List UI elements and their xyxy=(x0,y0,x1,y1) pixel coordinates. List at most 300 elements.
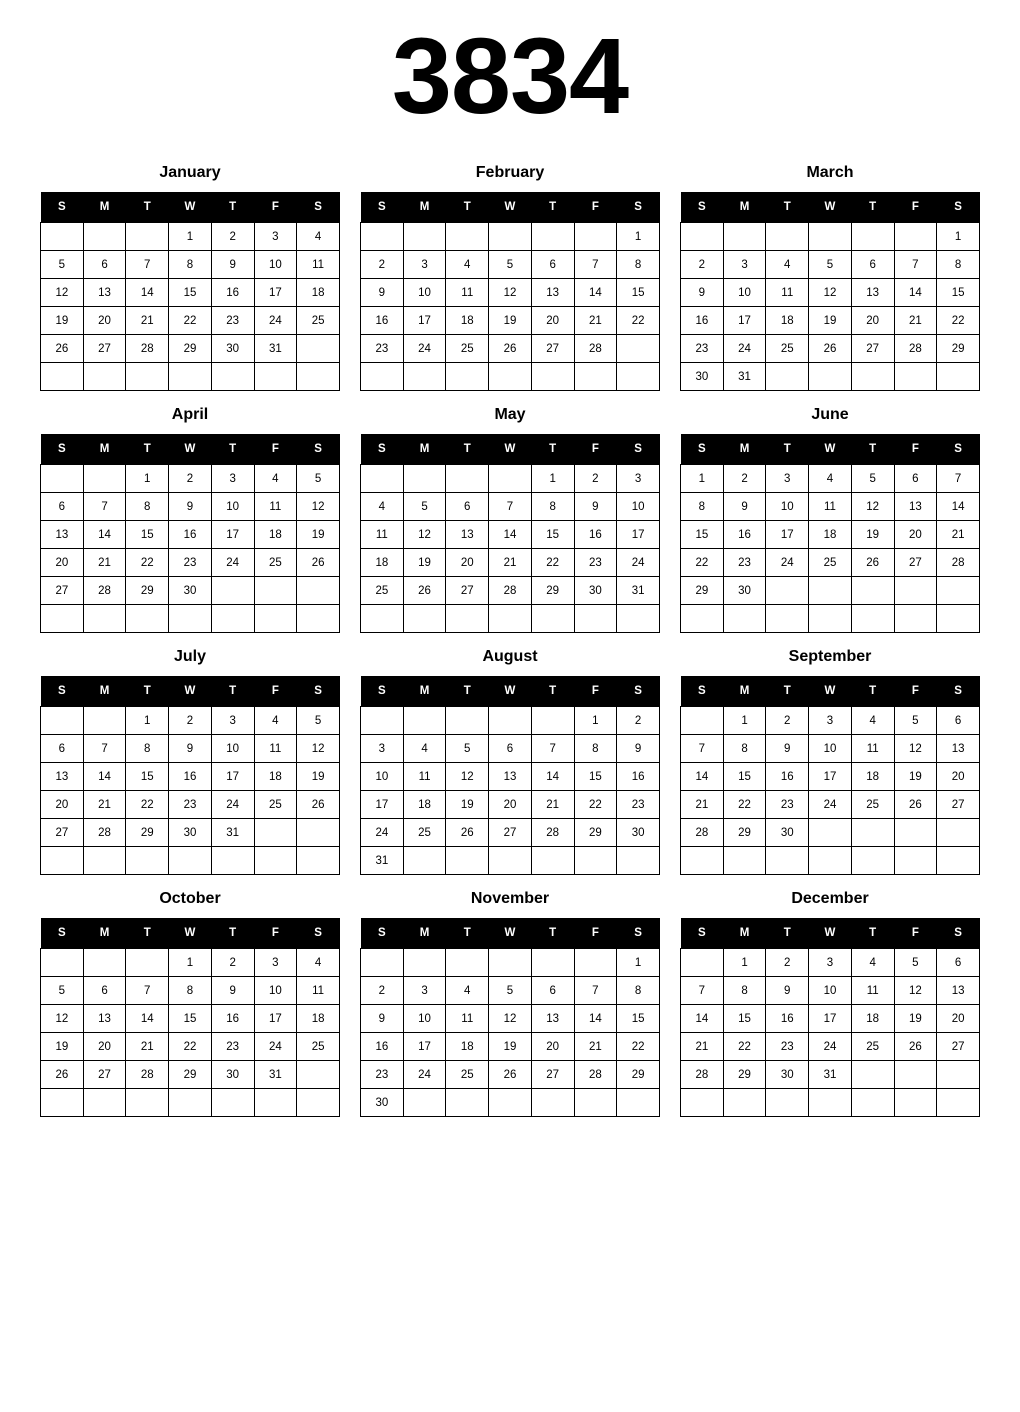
day-cell[interactable]: 12 xyxy=(489,279,532,307)
day-cell[interactable]: 27 xyxy=(83,1061,126,1089)
day-cell[interactable]: 27 xyxy=(937,791,980,819)
day-cell[interactable]: 2 xyxy=(574,465,617,493)
day-cell[interactable]: 15 xyxy=(169,279,212,307)
day-cell[interactable]: 23 xyxy=(766,1033,809,1061)
day-cell[interactable]: 17 xyxy=(211,521,254,549)
day-cell[interactable]: 1 xyxy=(169,223,212,251)
day-cell[interactable]: 15 xyxy=(574,763,617,791)
day-cell[interactable]: 4 xyxy=(446,977,489,1005)
day-cell[interactable]: 1 xyxy=(531,465,574,493)
day-cell[interactable]: 19 xyxy=(489,1033,532,1061)
day-cell[interactable]: 9 xyxy=(681,279,724,307)
day-cell[interactable]: 3 xyxy=(403,251,446,279)
day-cell[interactable]: 20 xyxy=(531,1033,574,1061)
day-cell[interactable]: 17 xyxy=(254,279,297,307)
day-cell[interactable]: 9 xyxy=(617,735,660,763)
day-cell[interactable]: 24 xyxy=(809,1033,852,1061)
day-cell[interactable]: 19 xyxy=(851,521,894,549)
day-cell[interactable]: 1 xyxy=(681,465,724,493)
day-cell[interactable]: 28 xyxy=(83,577,126,605)
day-cell[interactable]: 2 xyxy=(766,949,809,977)
day-cell[interactable]: 14 xyxy=(574,1005,617,1033)
day-cell[interactable]: 28 xyxy=(126,1061,169,1089)
day-cell[interactable]: 13 xyxy=(489,763,532,791)
day-cell[interactable]: 25 xyxy=(297,1033,340,1061)
day-cell[interactable]: 1 xyxy=(617,223,660,251)
day-cell[interactable]: 11 xyxy=(403,763,446,791)
day-cell[interactable]: 24 xyxy=(809,791,852,819)
day-cell[interactable]: 21 xyxy=(574,1033,617,1061)
day-cell[interactable]: 8 xyxy=(169,977,212,1005)
day-cell[interactable]: 2 xyxy=(169,707,212,735)
day-cell[interactable]: 4 xyxy=(766,251,809,279)
day-cell[interactable]: 2 xyxy=(361,977,404,1005)
day-cell[interactable]: 19 xyxy=(894,1005,937,1033)
day-cell[interactable]: 17 xyxy=(617,521,660,549)
day-cell[interactable]: 25 xyxy=(297,307,340,335)
day-cell[interactable]: 22 xyxy=(617,1033,660,1061)
day-cell[interactable]: 27 xyxy=(83,335,126,363)
day-cell[interactable]: 28 xyxy=(574,335,617,363)
day-cell[interactable]: 20 xyxy=(41,791,84,819)
day-cell[interactable]: 30 xyxy=(766,819,809,847)
day-cell[interactable]: 11 xyxy=(446,279,489,307)
day-cell[interactable]: 15 xyxy=(937,279,980,307)
day-cell[interactable]: 15 xyxy=(169,1005,212,1033)
day-cell[interactable]: 5 xyxy=(297,707,340,735)
day-cell[interactable]: 11 xyxy=(851,735,894,763)
day-cell[interactable]: 22 xyxy=(723,1033,766,1061)
day-cell[interactable]: 13 xyxy=(83,279,126,307)
day-cell[interactable]: 7 xyxy=(574,251,617,279)
day-cell[interactable]: 4 xyxy=(297,223,340,251)
day-cell[interactable]: 25 xyxy=(809,549,852,577)
day-cell[interactable]: 26 xyxy=(41,1061,84,1089)
day-cell[interactable]: 28 xyxy=(574,1061,617,1089)
day-cell[interactable]: 3 xyxy=(254,949,297,977)
day-cell[interactable]: 14 xyxy=(574,279,617,307)
day-cell[interactable]: 10 xyxy=(211,735,254,763)
day-cell[interactable]: 17 xyxy=(809,1005,852,1033)
day-cell[interactable]: 27 xyxy=(531,1061,574,1089)
day-cell[interactable]: 18 xyxy=(809,521,852,549)
day-cell[interactable]: 29 xyxy=(937,335,980,363)
day-cell[interactable]: 21 xyxy=(574,307,617,335)
day-cell[interactable]: 23 xyxy=(766,791,809,819)
day-cell[interactable]: 10 xyxy=(254,251,297,279)
day-cell[interactable]: 11 xyxy=(254,493,297,521)
day-cell[interactable]: 2 xyxy=(361,251,404,279)
day-cell[interactable]: 14 xyxy=(126,1005,169,1033)
day-cell[interactable]: 22 xyxy=(617,307,660,335)
day-cell[interactable]: 8 xyxy=(617,251,660,279)
day-cell[interactable]: 6 xyxy=(937,707,980,735)
day-cell[interactable]: 29 xyxy=(574,819,617,847)
day-cell[interactable]: 28 xyxy=(126,335,169,363)
day-cell[interactable]: 14 xyxy=(894,279,937,307)
day-cell[interactable]: 30 xyxy=(574,577,617,605)
day-cell[interactable]: 4 xyxy=(254,707,297,735)
day-cell[interactable]: 12 xyxy=(41,1005,84,1033)
day-cell[interactable]: 17 xyxy=(361,791,404,819)
day-cell[interactable]: 27 xyxy=(894,549,937,577)
day-cell[interactable]: 5 xyxy=(446,735,489,763)
day-cell[interactable]: 27 xyxy=(937,1033,980,1061)
day-cell[interactable]: 11 xyxy=(297,977,340,1005)
day-cell[interactable]: 4 xyxy=(851,949,894,977)
day-cell[interactable]: 20 xyxy=(894,521,937,549)
day-cell[interactable]: 5 xyxy=(297,465,340,493)
day-cell[interactable]: 3 xyxy=(254,223,297,251)
day-cell[interactable]: 13 xyxy=(83,1005,126,1033)
day-cell[interactable]: 30 xyxy=(361,1089,404,1117)
day-cell[interactable]: 9 xyxy=(169,735,212,763)
day-cell[interactable]: 9 xyxy=(766,977,809,1005)
day-cell[interactable]: 12 xyxy=(297,493,340,521)
day-cell[interactable]: 25 xyxy=(254,791,297,819)
day-cell[interactable]: 18 xyxy=(851,763,894,791)
day-cell[interactable]: 18 xyxy=(297,1005,340,1033)
day-cell[interactable]: 9 xyxy=(169,493,212,521)
day-cell[interactable]: 9 xyxy=(361,279,404,307)
day-cell[interactable]: 22 xyxy=(681,549,724,577)
day-cell[interactable]: 19 xyxy=(297,521,340,549)
day-cell[interactable]: 1 xyxy=(574,707,617,735)
day-cell[interactable]: 10 xyxy=(809,735,852,763)
day-cell[interactable]: 1 xyxy=(723,707,766,735)
day-cell[interactable]: 26 xyxy=(851,549,894,577)
day-cell[interactable]: 6 xyxy=(851,251,894,279)
day-cell[interactable]: 20 xyxy=(937,763,980,791)
day-cell[interactable]: 11 xyxy=(766,279,809,307)
day-cell[interactable]: 23 xyxy=(211,307,254,335)
day-cell[interactable]: 7 xyxy=(894,251,937,279)
day-cell[interactable]: 16 xyxy=(211,279,254,307)
day-cell[interactable]: 27 xyxy=(531,335,574,363)
day-cell[interactable]: 18 xyxy=(446,307,489,335)
day-cell[interactable]: 7 xyxy=(83,493,126,521)
day-cell[interactable]: 15 xyxy=(723,1005,766,1033)
day-cell[interactable]: 4 xyxy=(254,465,297,493)
day-cell[interactable]: 29 xyxy=(723,819,766,847)
day-cell[interactable]: 16 xyxy=(681,307,724,335)
day-cell[interactable]: 12 xyxy=(489,1005,532,1033)
day-cell[interactable]: 13 xyxy=(446,521,489,549)
day-cell[interactable]: 28 xyxy=(681,1061,724,1089)
day-cell[interactable]: 5 xyxy=(894,707,937,735)
day-cell[interactable]: 19 xyxy=(489,307,532,335)
day-cell[interactable]: 4 xyxy=(297,949,340,977)
day-cell[interactable]: 7 xyxy=(681,977,724,1005)
day-cell[interactable]: 16 xyxy=(169,763,212,791)
day-cell[interactable]: 21 xyxy=(894,307,937,335)
day-cell[interactable]: 25 xyxy=(446,1061,489,1089)
day-cell[interactable]: 14 xyxy=(937,493,980,521)
day-cell[interactable]: 7 xyxy=(489,493,532,521)
day-cell[interactable]: 30 xyxy=(617,819,660,847)
day-cell[interactable]: 29 xyxy=(617,1061,660,1089)
day-cell[interactable]: 1 xyxy=(723,949,766,977)
day-cell[interactable]: 9 xyxy=(766,735,809,763)
day-cell[interactable]: 12 xyxy=(446,763,489,791)
day-cell[interactable]: 3 xyxy=(403,977,446,1005)
day-cell[interactable]: 9 xyxy=(211,977,254,1005)
day-cell[interactable]: 8 xyxy=(531,493,574,521)
day-cell[interactable]: 11 xyxy=(361,521,404,549)
day-cell[interactable]: 6 xyxy=(531,251,574,279)
day-cell[interactable]: 29 xyxy=(681,577,724,605)
day-cell[interactable]: 30 xyxy=(681,363,724,391)
day-cell[interactable]: 5 xyxy=(489,251,532,279)
day-cell[interactable]: 18 xyxy=(254,763,297,791)
day-cell[interactable]: 1 xyxy=(126,465,169,493)
day-cell[interactable]: 23 xyxy=(574,549,617,577)
day-cell[interactable]: 16 xyxy=(169,521,212,549)
day-cell[interactable]: 17 xyxy=(403,307,446,335)
day-cell[interactable]: 10 xyxy=(403,279,446,307)
day-cell[interactable]: 14 xyxy=(681,763,724,791)
day-cell[interactable]: 15 xyxy=(617,1005,660,1033)
day-cell[interactable]: 17 xyxy=(403,1033,446,1061)
day-cell[interactable]: 4 xyxy=(809,465,852,493)
day-cell[interactable]: 28 xyxy=(681,819,724,847)
day-cell[interactable]: 24 xyxy=(766,549,809,577)
day-cell[interactable]: 11 xyxy=(446,1005,489,1033)
day-cell[interactable]: 21 xyxy=(83,549,126,577)
day-cell[interactable]: 29 xyxy=(531,577,574,605)
day-cell[interactable]: 29 xyxy=(126,819,169,847)
day-cell[interactable]: 22 xyxy=(169,307,212,335)
day-cell[interactable]: 7 xyxy=(531,735,574,763)
day-cell[interactable]: 19 xyxy=(809,307,852,335)
day-cell[interactable]: 2 xyxy=(617,707,660,735)
day-cell[interactable]: 18 xyxy=(297,279,340,307)
day-cell[interactable]: 18 xyxy=(361,549,404,577)
day-cell[interactable]: 23 xyxy=(169,791,212,819)
day-cell[interactable]: 22 xyxy=(937,307,980,335)
day-cell[interactable]: 26 xyxy=(489,335,532,363)
day-cell[interactable]: 30 xyxy=(766,1061,809,1089)
day-cell[interactable]: 26 xyxy=(403,577,446,605)
day-cell[interactable]: 17 xyxy=(254,1005,297,1033)
day-cell[interactable]: 12 xyxy=(809,279,852,307)
day-cell[interactable]: 21 xyxy=(531,791,574,819)
day-cell[interactable]: 1 xyxy=(126,707,169,735)
day-cell[interactable]: 30 xyxy=(211,335,254,363)
day-cell[interactable]: 25 xyxy=(851,1033,894,1061)
day-cell[interactable]: 30 xyxy=(169,819,212,847)
day-cell[interactable]: 13 xyxy=(531,1005,574,1033)
day-cell[interactable]: 27 xyxy=(489,819,532,847)
day-cell[interactable]: 5 xyxy=(851,465,894,493)
day-cell[interactable]: 10 xyxy=(617,493,660,521)
day-cell[interactable]: 19 xyxy=(894,763,937,791)
day-cell[interactable]: 2 xyxy=(211,949,254,977)
day-cell[interactable]: 17 xyxy=(766,521,809,549)
day-cell[interactable]: 21 xyxy=(681,791,724,819)
day-cell[interactable]: 7 xyxy=(126,977,169,1005)
day-cell[interactable]: 31 xyxy=(809,1061,852,1089)
day-cell[interactable]: 24 xyxy=(617,549,660,577)
day-cell[interactable]: 13 xyxy=(531,279,574,307)
day-cell[interactable]: 21 xyxy=(489,549,532,577)
day-cell[interactable]: 3 xyxy=(361,735,404,763)
day-cell[interactable]: 1 xyxy=(937,223,980,251)
day-cell[interactable]: 26 xyxy=(809,335,852,363)
day-cell[interactable]: 5 xyxy=(489,977,532,1005)
day-cell[interactable]: 6 xyxy=(894,465,937,493)
day-cell[interactable]: 5 xyxy=(41,251,84,279)
day-cell[interactable]: 1 xyxy=(169,949,212,977)
day-cell[interactable]: 9 xyxy=(361,1005,404,1033)
day-cell[interactable]: 20 xyxy=(83,1033,126,1061)
day-cell[interactable]: 25 xyxy=(766,335,809,363)
day-cell[interactable]: 8 xyxy=(681,493,724,521)
day-cell[interactable]: 24 xyxy=(211,791,254,819)
day-cell[interactable]: 2 xyxy=(211,223,254,251)
day-cell[interactable]: 25 xyxy=(361,577,404,605)
day-cell[interactable]: 27 xyxy=(41,577,84,605)
day-cell[interactable]: 26 xyxy=(894,791,937,819)
day-cell[interactable]: 31 xyxy=(361,847,404,875)
day-cell[interactable]: 7 xyxy=(937,465,980,493)
day-cell[interactable]: 19 xyxy=(41,307,84,335)
day-cell[interactable]: 15 xyxy=(126,521,169,549)
day-cell[interactable]: 2 xyxy=(766,707,809,735)
day-cell[interactable]: 19 xyxy=(446,791,489,819)
day-cell[interactable]: 11 xyxy=(809,493,852,521)
day-cell[interactable]: 6 xyxy=(531,977,574,1005)
day-cell[interactable]: 12 xyxy=(403,521,446,549)
day-cell[interactable]: 21 xyxy=(937,521,980,549)
day-cell[interactable]: 5 xyxy=(403,493,446,521)
day-cell[interactable]: 16 xyxy=(574,521,617,549)
day-cell[interactable]: 3 xyxy=(723,251,766,279)
day-cell[interactable]: 6 xyxy=(41,493,84,521)
day-cell[interactable]: 9 xyxy=(574,493,617,521)
day-cell[interactable]: 10 xyxy=(254,977,297,1005)
day-cell[interactable]: 22 xyxy=(531,549,574,577)
day-cell[interactable]: 20 xyxy=(41,549,84,577)
day-cell[interactable]: 30 xyxy=(211,1061,254,1089)
day-cell[interactable]: 16 xyxy=(617,763,660,791)
day-cell[interactable]: 16 xyxy=(211,1005,254,1033)
day-cell[interactable]: 8 xyxy=(617,977,660,1005)
day-cell[interactable]: 28 xyxy=(937,549,980,577)
day-cell[interactable]: 24 xyxy=(403,1061,446,1089)
day-cell[interactable]: 19 xyxy=(403,549,446,577)
day-cell[interactable]: 8 xyxy=(169,251,212,279)
day-cell[interactable]: 13 xyxy=(937,735,980,763)
day-cell[interactable]: 13 xyxy=(894,493,937,521)
day-cell[interactable]: 5 xyxy=(894,949,937,977)
day-cell[interactable]: 5 xyxy=(41,977,84,1005)
day-cell[interactable]: 18 xyxy=(851,1005,894,1033)
day-cell[interactable]: 3 xyxy=(809,707,852,735)
day-cell[interactable]: 29 xyxy=(169,335,212,363)
day-cell[interactable]: 19 xyxy=(297,763,340,791)
day-cell[interactable]: 23 xyxy=(361,335,404,363)
day-cell[interactable]: 31 xyxy=(211,819,254,847)
day-cell[interactable]: 28 xyxy=(531,819,574,847)
day-cell[interactable]: 8 xyxy=(723,977,766,1005)
day-cell[interactable]: 21 xyxy=(681,1033,724,1061)
day-cell[interactable]: 31 xyxy=(723,363,766,391)
day-cell[interactable]: 12 xyxy=(41,279,84,307)
day-cell[interactable]: 26 xyxy=(894,1033,937,1061)
day-cell[interactable]: 31 xyxy=(617,577,660,605)
day-cell[interactable]: 6 xyxy=(446,493,489,521)
day-cell[interactable]: 26 xyxy=(297,549,340,577)
day-cell[interactable]: 17 xyxy=(211,763,254,791)
day-cell[interactable]: 20 xyxy=(446,549,489,577)
day-cell[interactable]: 18 xyxy=(446,1033,489,1061)
day-cell[interactable]: 2 xyxy=(723,465,766,493)
day-cell[interactable]: 8 xyxy=(126,735,169,763)
day-cell[interactable]: 20 xyxy=(531,307,574,335)
day-cell[interactable]: 25 xyxy=(254,549,297,577)
day-cell[interactable]: 15 xyxy=(531,521,574,549)
day-cell[interactable]: 4 xyxy=(403,735,446,763)
day-cell[interactable]: 22 xyxy=(574,791,617,819)
day-cell[interactable]: 6 xyxy=(937,949,980,977)
day-cell[interactable]: 12 xyxy=(894,735,937,763)
day-cell[interactable]: 29 xyxy=(723,1061,766,1089)
day-cell[interactable]: 17 xyxy=(723,307,766,335)
day-cell[interactable]: 30 xyxy=(169,577,212,605)
day-cell[interactable]: 21 xyxy=(83,791,126,819)
day-cell[interactable]: 28 xyxy=(894,335,937,363)
day-cell[interactable]: 10 xyxy=(361,763,404,791)
day-cell[interactable]: 6 xyxy=(83,251,126,279)
day-cell[interactable]: 10 xyxy=(211,493,254,521)
day-cell[interactable]: 12 xyxy=(851,493,894,521)
day-cell[interactable]: 14 xyxy=(83,763,126,791)
day-cell[interactable]: 20 xyxy=(489,791,532,819)
day-cell[interactable]: 27 xyxy=(41,819,84,847)
day-cell[interactable]: 15 xyxy=(617,279,660,307)
day-cell[interactable]: 13 xyxy=(41,521,84,549)
day-cell[interactable]: 25 xyxy=(851,791,894,819)
day-cell[interactable]: 3 xyxy=(809,949,852,977)
day-cell[interactable]: 16 xyxy=(766,763,809,791)
day-cell[interactable]: 15 xyxy=(723,763,766,791)
day-cell[interactable]: 8 xyxy=(126,493,169,521)
day-cell[interactable]: 4 xyxy=(851,707,894,735)
day-cell[interactable]: 16 xyxy=(361,1033,404,1061)
day-cell[interactable]: 6 xyxy=(489,735,532,763)
day-cell[interactable]: 23 xyxy=(211,1033,254,1061)
day-cell[interactable]: 25 xyxy=(403,819,446,847)
day-cell[interactable]: 14 xyxy=(126,279,169,307)
day-cell[interactable]: 3 xyxy=(617,465,660,493)
day-cell[interactable]: 3 xyxy=(766,465,809,493)
day-cell[interactable]: 30 xyxy=(723,577,766,605)
day-cell[interactable]: 20 xyxy=(851,307,894,335)
day-cell[interactable]: 8 xyxy=(574,735,617,763)
day-cell[interactable]: 14 xyxy=(489,521,532,549)
day-cell[interactable]: 26 xyxy=(489,1061,532,1089)
day-cell[interactable]: 7 xyxy=(83,735,126,763)
day-cell[interactable]: 4 xyxy=(361,493,404,521)
day-cell[interactable]: 13 xyxy=(41,763,84,791)
day-cell[interactable]: 10 xyxy=(403,1005,446,1033)
day-cell[interactable]: 24 xyxy=(403,335,446,363)
day-cell[interactable]: 7 xyxy=(574,977,617,1005)
day-cell[interactable]: 14 xyxy=(681,1005,724,1033)
day-cell[interactable]: 24 xyxy=(254,1033,297,1061)
day-cell[interactable]: 27 xyxy=(446,577,489,605)
